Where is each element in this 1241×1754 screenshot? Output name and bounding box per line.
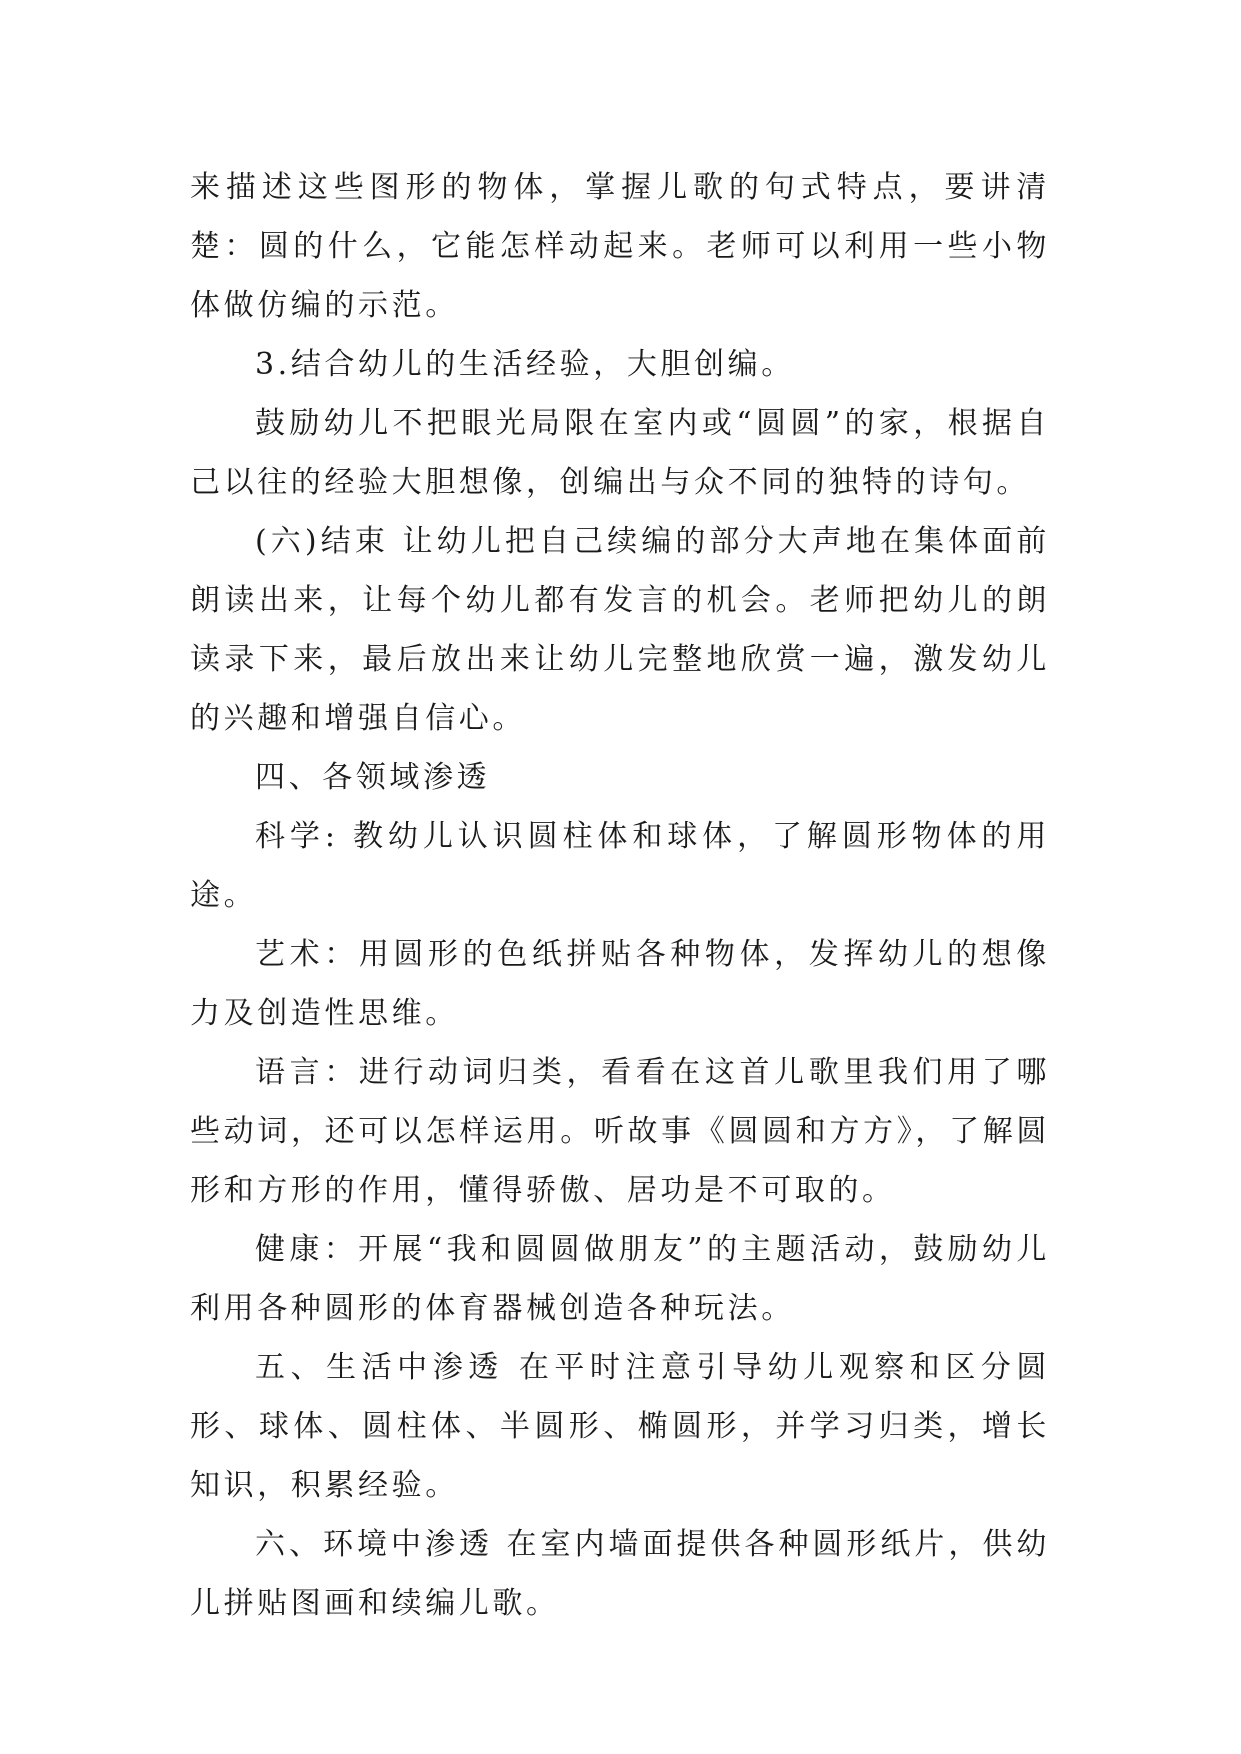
paragraph-continuation: 来描述这些图形的物体，掌握儿歌的句式特点，要讲清楚：圆的什么，它能怎样动起来。老师可以利用一些小物体做仿编的示范。	[190, 170, 1050, 323]
paragraph-art: 艺术：用圆形的色纸拼贴各种物体，发挥幼儿的想像力及创造性思维。	[190, 937, 1050, 1031]
paragraph-encourage: 鼓励幼儿不把眼光局限在室内或“圆圆”的家，根据自己以往的经验大胆想像，创编出与众不同的独特的诗句。	[190, 406, 1050, 500]
paragraph-health: 健康：开展“我和圆圆做朋友”的主题活动，鼓励幼儿利用各种圆形的体育器械创造各种玩法。	[190, 1232, 1050, 1326]
paragraph-conclusion: (六)结束 让幼儿把自己续编的部分大声地在集体面前朗读出来，让每个幼儿都有发言的机会。老师把幼儿的朗读录下来，最后放出来让幼儿完整地欣赏一遍，激发幼儿的兴趣和增强自信心。	[190, 524, 1050, 736]
paragraph-step-3: 3.结合幼儿的生活经验，大胆创编。	[255, 347, 795, 382]
section-heading-4: 四、各领域渗透	[255, 760, 491, 795]
section-heading-6: 六、环境中渗透 在室内墙面提供各种圆形纸片，供幼儿拼贴图画和续编儿歌。	[190, 1527, 1050, 1621]
document-body	[190, 158, 1050, 1633]
paragraph-language: 语言：进行动词归类，看看在这首儿歌里我们用了哪些动词，还可以怎样运用。听故事《圆圆和方方》，了解圆形和方形的作用，懂得骄傲、居功是不可取的。	[190, 1055, 1050, 1208]
section-heading-5: 五、生活中渗透 在平时注意引导幼儿观察和区分圆形、球体、圆柱体、半圆形、椭圆形，并学习归类，增长知识，积累经验。	[190, 1350, 1050, 1503]
paragraph-science: 科学: 教幼儿认识圆柱体和球体，了解圆形物体的用途。	[190, 819, 1050, 913]
